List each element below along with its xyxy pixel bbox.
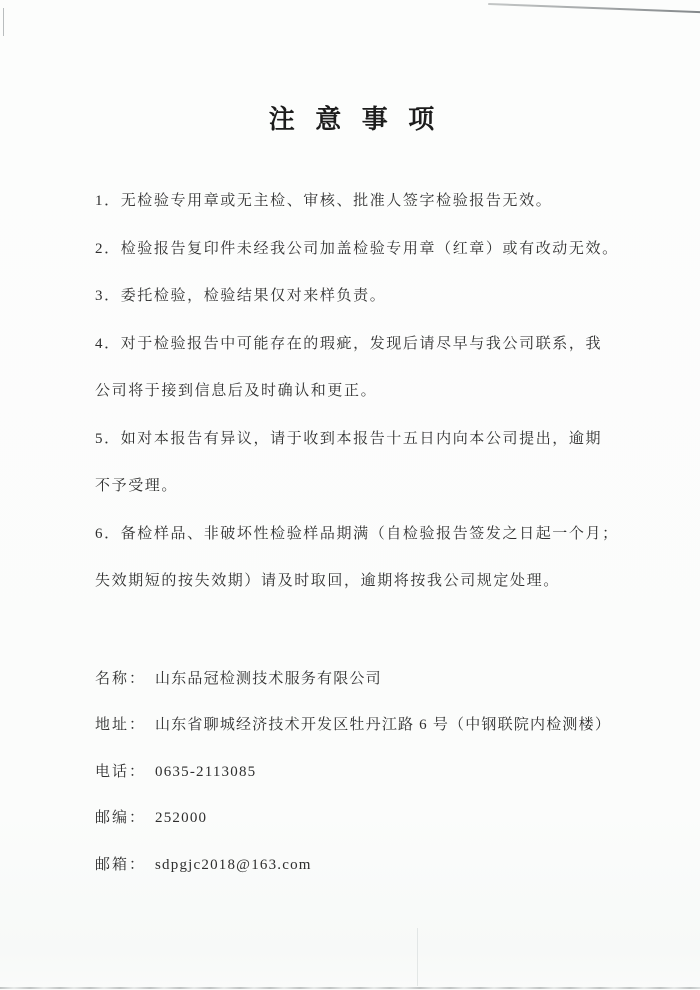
note-item-5-line-1: 5．如对本报告有异议，请于收到本报告十五日内向本公司提出，逾期 [95, 430, 603, 447]
note-item-5-line-2: 不予受理。 [95, 478, 179, 494]
contact-row-phone [95, 749, 630, 796]
contact-value-address: 山东省聊城经济技术开发区牡丹江路 6 号（中钢联院内检测楼） [155, 717, 612, 733]
contact-section [95, 656, 630, 889]
contact-label-postcode: 邮编： [95, 810, 147, 826]
note-item-3: 3．委托检验，检验结果仅对来样负责。 [95, 288, 387, 304]
contact-value-email: sdpgjc2018@163.com [155, 856, 312, 873]
contact-value-postcode: 252000 [155, 810, 208, 826]
scan-fold-line [417, 928, 418, 986]
contact-label-email: 邮箱： [95, 856, 147, 873]
contact-row-address [95, 702, 630, 749]
contact-row-name [95, 656, 630, 703]
contact-row-postcode [95, 795, 630, 842]
scan-bottom-edge [0, 987, 700, 989]
contact-label-name: 名称： [95, 670, 147, 687]
note-item-2: 2．检验报告复印件未经我公司加盖检验专用章（红章）或有改动无效。 [95, 240, 619, 257]
contact-value-name: 山东品冠检测技术服务有限公司 [155, 670, 382, 687]
note-item-4-line-2: 公司将于接到信息后及时确认和更正。 [95, 383, 378, 399]
note-item-1: 1．无检验专用章或无主检、审核、批准人签字检验报告无效。 [95, 193, 553, 209]
contact-label-address: 地址： [95, 717, 147, 733]
contact-value-phone: 0635-2113085 [155, 763, 257, 780]
contact-row-email [95, 842, 630, 889]
scan-edge-mark [3, 8, 4, 36]
note-item-4-line-1: 4．对于检验报告中可能存在的瑕疵，发现后请尽早与我公司联系，我 [95, 335, 603, 352]
notes-list [95, 178, 622, 606]
note-item-6-line-2: 失效期短的按失效期）请及时取回，逾期将按我公司规定处理。 [95, 573, 560, 589]
contact-label-phone: 电话： [95, 763, 147, 780]
note-item-6-line-1: 6．备检样品、非破坏性检验样品期满（自检验报告签发之日起一个月； [95, 525, 619, 542]
page-title: 注 意 事 项 [268, 105, 442, 134]
